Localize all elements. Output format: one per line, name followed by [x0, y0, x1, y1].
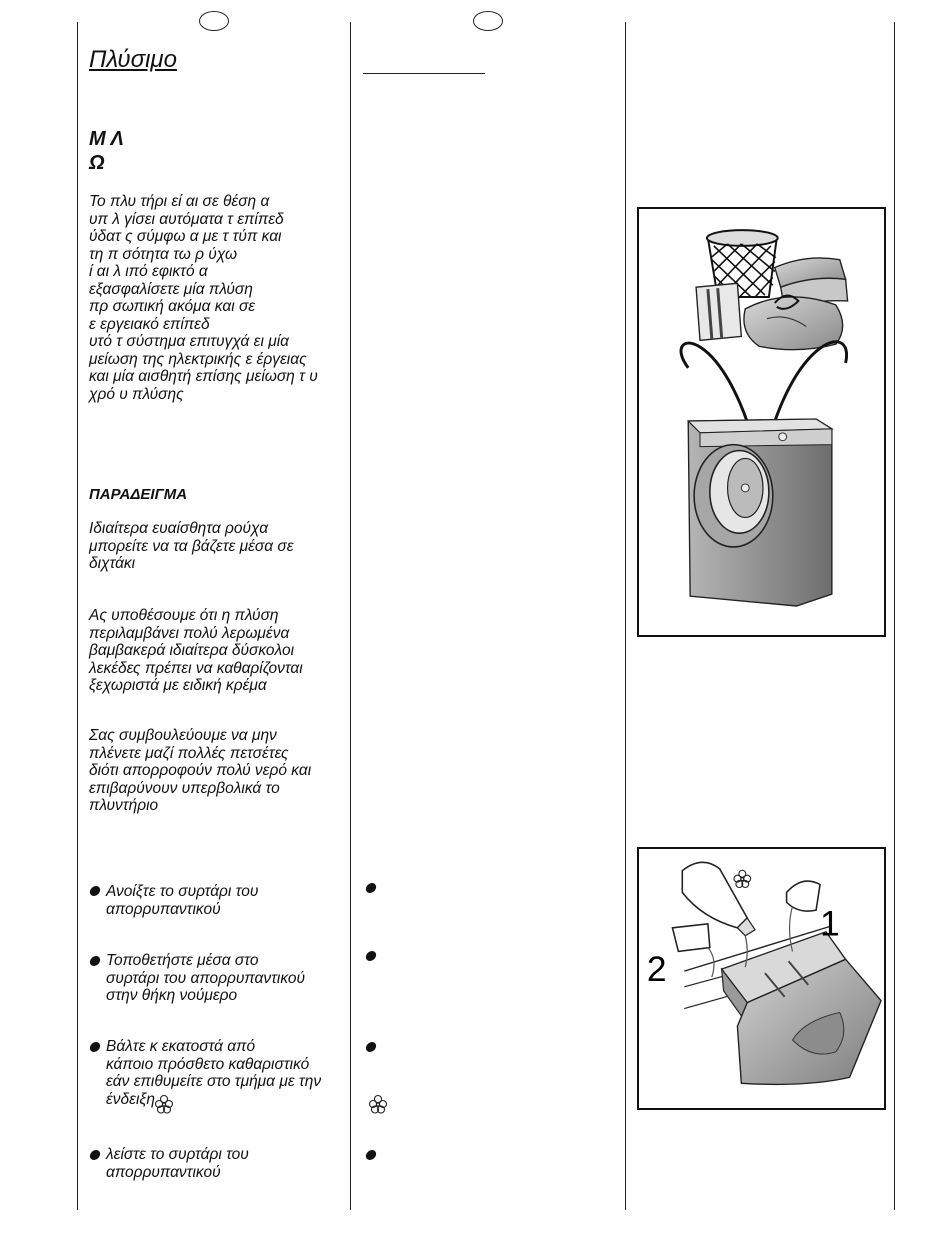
figure-detergent-drawer: [637, 847, 886, 1110]
intro-paragraph: Το πλυ τήρι εί αι σε θέση α υπ λ γίσει αυτόματα τ επίπεδ ύδατ ς σύμφω α με τ τύπ και τη π σότητα τω ρ ύχω ί αι λ ιπό εφικτό α εξασφαλίσετε μία πλύση πρ σωπική ακόμα και σε ε εργειακό επίπεδ υτό τ σύστημα επιτυγχά ει μία μείωση της ηλεκτρικής ε έργειας και μία αισθητή επίσης μείωση τ υ χρό υ πλύσης: [89, 193, 318, 403]
example-paragraph-2: Ας υποθέσουμε ότι η πλύση περιλαμβάνει πολύ λερωμένα βαμβακερά ιδιαίτερα δύσκολοι λεκέδες πρέπει να καθαρίζονται ξεχωριστά με ειδική κρέμα: [89, 607, 303, 694]
bullet-dot-icon: [365, 1150, 377, 1160]
section-heading: Μ Λ Ω: [89, 128, 124, 174]
detergent-box-icon: [696, 283, 741, 340]
flower-icon: [734, 870, 751, 887]
page-title: Πλύσιμο: [89, 46, 177, 73]
example-paragraph-3: Σας συμβουλεύουμε να μην πλένετε μαζί πολλές πετσέτες διότι απορροφούν πολύ νερό και επιβαρύνουν υπερβολικά το πλυντήριο: [89, 727, 312, 814]
column-divider-right: [625, 22, 626, 1210]
example-paragraph-1: Ιδιαίτερα ευαίσθητα ρούχα μπορείτε να τα βάζετε μέσα σε διχτάκι: [89, 520, 294, 572]
compartment-label-2: 2: [646, 948, 667, 989]
step-2: Τοποθετήστε μέσα στο συρτάρι του απορρυπαντικού στην θήκη νούμερο: [106, 952, 306, 1004]
bullet-dot-icon: [89, 886, 101, 896]
column-divider-left: [77, 22, 78, 1210]
compartment-label-1: 1: [820, 903, 840, 944]
language-marker-left: [199, 11, 229, 31]
washing-machine-icon: [688, 419, 832, 606]
flower-icon: [367, 1094, 389, 1114]
example-heading: ΠΑΡΑΔΕΙΓΜΑ: [89, 486, 188, 503]
step-1: Ανοίξτε το συρτάρι του απορρυπαντικού: [106, 883, 259, 918]
flower-icon: [153, 1094, 175, 1114]
column-divider-middle: [350, 22, 351, 1210]
bullet-dot-icon: [89, 1150, 101, 1160]
detergent-drawer-illustration: [639, 849, 884, 1108]
language-marker-right: [473, 11, 503, 31]
bullet-dot-icon: [89, 956, 101, 966]
figure-laundry-machine: [637, 207, 886, 637]
laundry-machine-illustration: [639, 209, 884, 635]
step-3: Βάλτε κ εκατοστά από κάποιο πρόσθετο καθαριστικό εάν επιθυμείτε στο τμήμα με την ένδειξη: [106, 1038, 322, 1108]
clothes-pile-icon: [744, 296, 843, 350]
bullet-dot-icon: [365, 883, 377, 893]
bullet-dot-icon: [365, 951, 377, 961]
step-4: λείστε το συρτάρι του απορρυπαντικού: [106, 1146, 249, 1181]
drawer-icon: [722, 932, 881, 1085]
bullet-dot-icon: [89, 1042, 101, 1052]
heading-rule: [363, 73, 485, 74]
bullet-dot-icon: [365, 1042, 377, 1052]
column-divider-edge: [894, 22, 895, 1210]
